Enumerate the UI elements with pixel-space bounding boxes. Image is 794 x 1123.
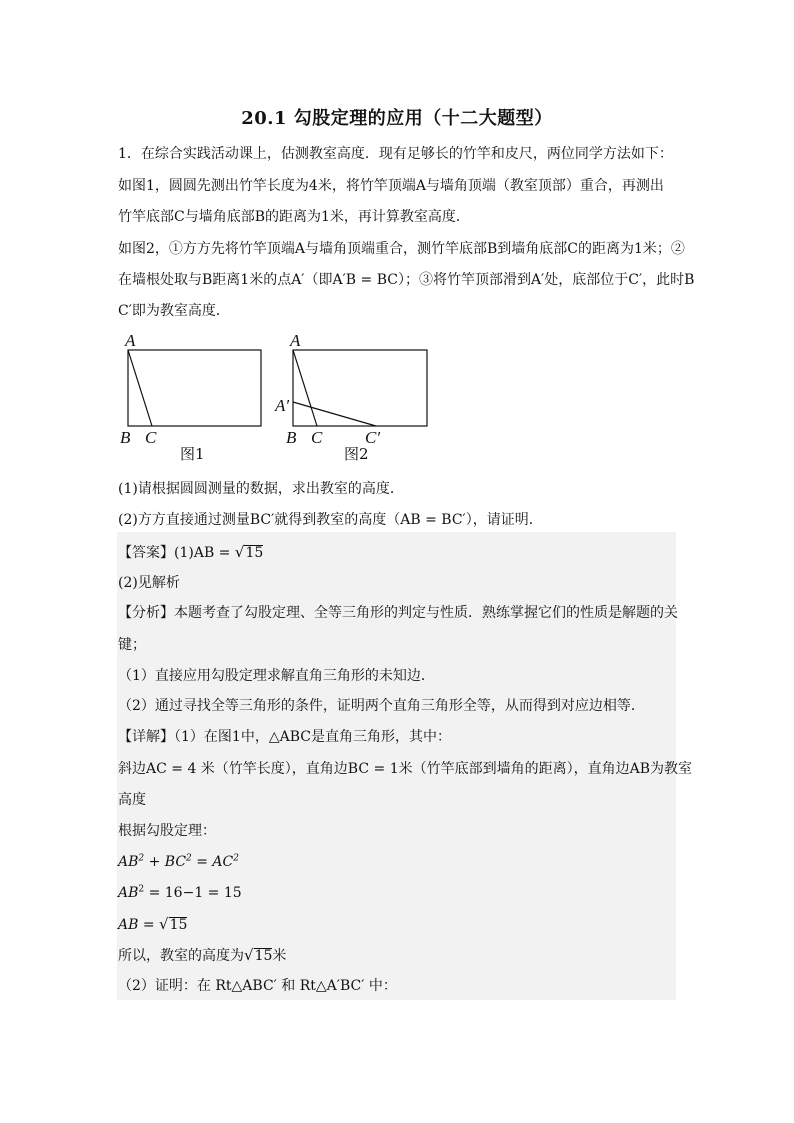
detail-line-2: 斜边AC = 4 米（竹竿长度），直角边BC = 1米（竹竿底部到墙角的距离），直角边AB为教室 xyxy=(118,761,693,777)
eq3-prefix: AB = xyxy=(118,917,155,933)
question-2: (2)方方直接通过测量BC′就得到教室的高度（AB = BC′），请证明． xyxy=(118,512,543,528)
fig2-label-c-prime: C′ xyxy=(365,428,381,447)
analysis-line-2: 键； xyxy=(118,637,146,653)
problem-line-1: 1．在综合实践活动课上，估测教室高度．现有足够长的竹竿和皮尺，两位同学方法如下： xyxy=(118,146,673,162)
conclusion-line xyxy=(118,946,286,965)
equation-2: $AB^2 = 16-1 = 15$ xyxy=(118,884,242,901)
problem-line-6: C′即为教室高度． xyxy=(118,303,230,319)
sqrt-symbol: √ xyxy=(234,543,245,561)
figure-1 xyxy=(120,332,261,463)
equation-3 xyxy=(118,915,187,934)
problem-line-5: 在墙根处取与B距离1米的点A′（即A′B = BC）；③将竹竿顶部滑到A′处，底部位于C′，此时B xyxy=(118,272,695,288)
equation-1: $AB^2 + BC^2 = AC^2$ xyxy=(118,853,239,870)
sqrt-symbol: √ xyxy=(159,915,169,933)
fig1-label-b: B xyxy=(120,428,131,447)
fig2-label-c: C xyxy=(311,428,323,447)
fig2-label-a: A xyxy=(290,332,301,350)
sqrt-symbol: √ xyxy=(244,946,254,964)
eq1-term-bc: + BC xyxy=(144,854,187,870)
figure-2 xyxy=(274,332,427,463)
problem-line-2: 如图1，圆圆先测出竹竿长度为4米，将竹竿顶端A与墙角顶端（教室顶部）重合，再测出 xyxy=(118,178,664,194)
fig1-pole-line xyxy=(128,350,152,426)
detail-line-3: 高度 xyxy=(118,792,146,808)
analysis-line-4: （2）通过寻找全等三角形的条件，证明两个直角三角形全等，从而得到对应边相等． xyxy=(118,698,645,714)
answer-prefix: 【答案】(1)AB = xyxy=(118,545,231,561)
answer-line-2: (2)见解析 xyxy=(118,575,180,591)
fig2-label-a-prime: A′ xyxy=(275,396,290,415)
fig2-caption: 图2 xyxy=(344,445,369,463)
answer-radicand: 15 xyxy=(245,545,264,561)
page-title: 20.1 勾股定理的应用（十二大题型） xyxy=(241,108,553,129)
fig1-label-c: C xyxy=(145,428,157,447)
eq3-radicand: 15 xyxy=(169,917,188,933)
answer-line-1 xyxy=(118,543,263,562)
conclusion-suffix: 米 xyxy=(272,948,287,964)
fig2-pole-line-ac xyxy=(293,350,317,426)
conclusion-radicand: 15 xyxy=(254,948,273,964)
eq1-term-ac: = AC xyxy=(191,854,234,870)
detail-line-4: 根据勾股定理： xyxy=(118,823,216,839)
fig2-pole-line-a-prime-c-prime xyxy=(293,402,376,426)
eq2-rest: = 16−1 = 15 xyxy=(144,885,242,901)
analysis-line-1: 【分析】本题考查了勾股定理、全等三角形的判定与性质．熟练掌握它们的性质是解题的关 xyxy=(118,605,678,621)
conclusion-prefix: 所以，教室的高度为 xyxy=(118,948,244,964)
fig1-label-a: A xyxy=(125,332,136,350)
detail-line-1: 【详解】（1）在图1中，△ABC是直角三角形，其中： xyxy=(118,729,451,745)
eq1-term-ab: AB xyxy=(118,854,139,870)
geometry-figures xyxy=(118,332,448,467)
eq2-term-ab: AB xyxy=(118,885,139,901)
fig2-label-b: B xyxy=(286,428,297,447)
question-1: (1)请根据圆圆测量的数据，求出教室的高度． xyxy=(118,481,404,497)
fig1-caption: 图1 xyxy=(180,445,205,463)
problem-line-4: 如图2，①方方先将竹竿顶端A与墙角顶端重合，测竹竿底部B到墙角底部C的距离为1米；② xyxy=(118,241,685,257)
detail-line-5: （2）证明：在 Rt△ABC′ 和 Rt△A′BC′ 中： xyxy=(118,978,397,994)
analysis-line-3: （1）直接应用勾股定理求解直角三角形的未知边． xyxy=(118,668,435,684)
problem-line-3: 竹竿底部C与墙角底部B的距离为1米，再计算教室高度． xyxy=(118,209,470,225)
